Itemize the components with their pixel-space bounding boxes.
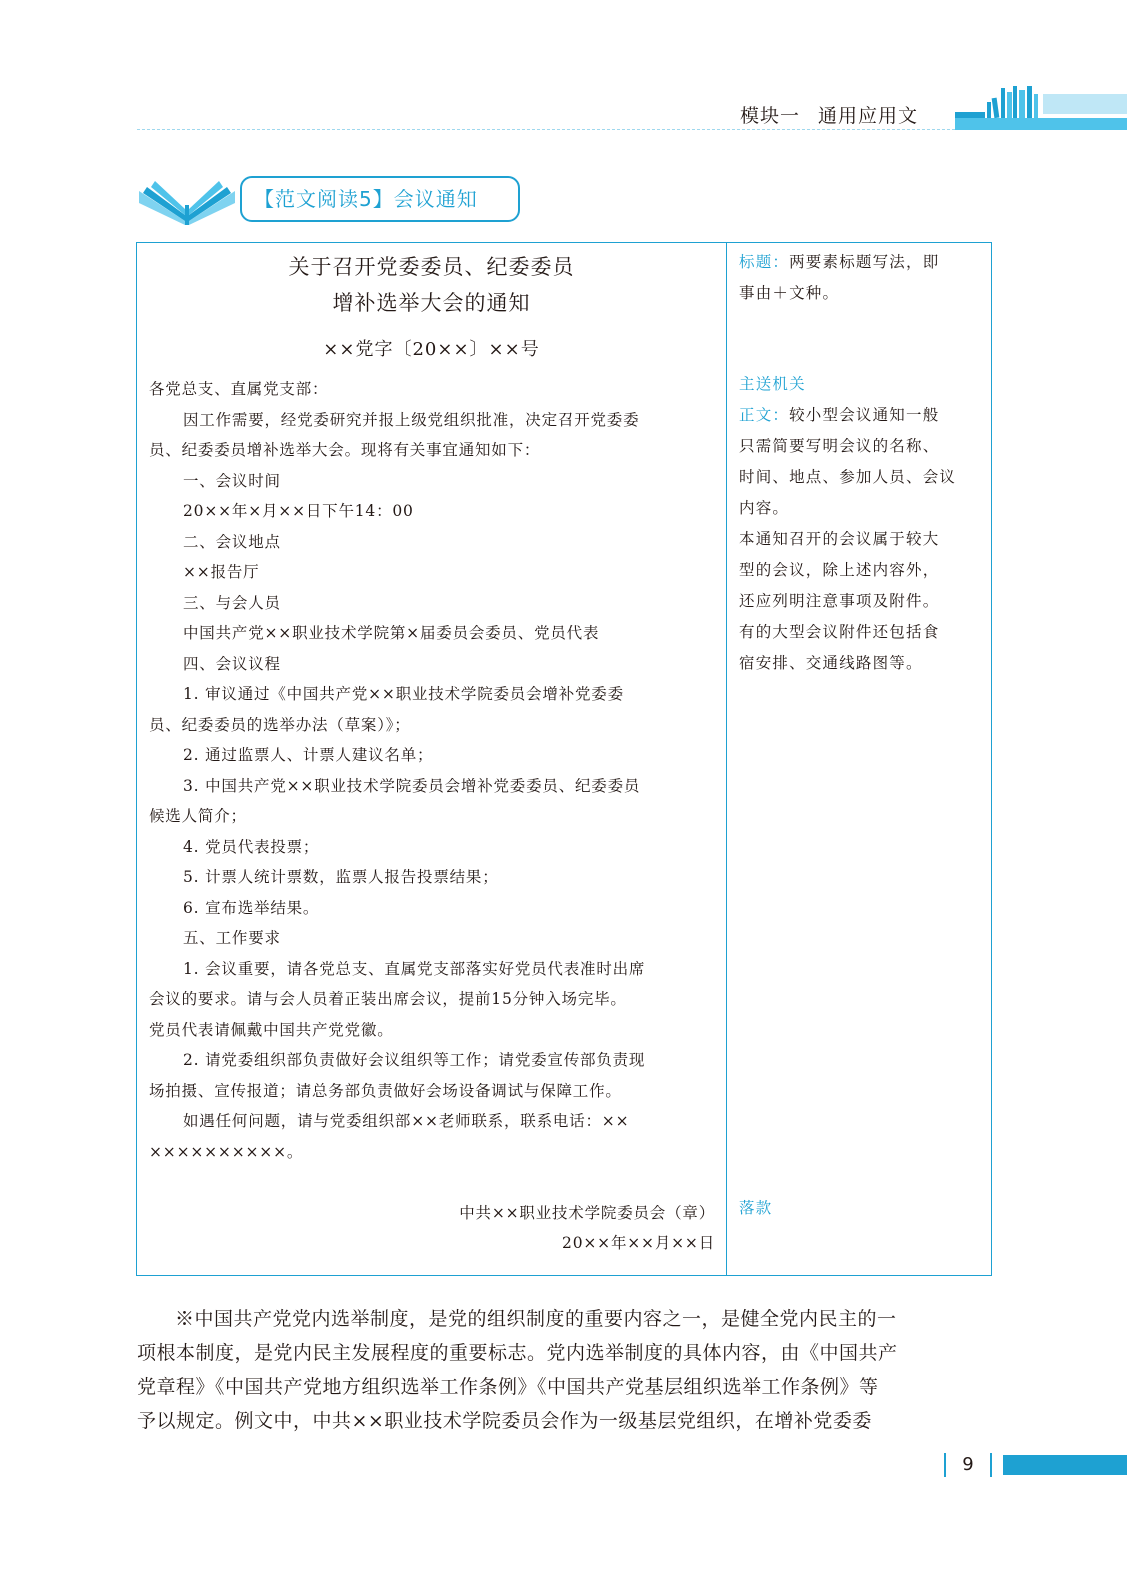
section-title: 【范文阅读5】会议通知 (240, 176, 520, 222)
page-number: 9 (962, 1454, 974, 1475)
body-line: ××××××××××。 (149, 1143, 304, 1161)
title-annotation-text: 两要素标题写法，即 (789, 253, 940, 271)
bookshelf-icon (955, 84, 1127, 130)
addressee: 各党总支、直属党支部： (149, 380, 329, 398)
body-annotation-text: 时间、地点、参加人员、会议 (739, 468, 957, 486)
body-line: 中国共产党××职业技术学院第×届委员会委员、党员代表 (183, 624, 600, 642)
body-line: 候选人简介； (149, 807, 247, 825)
footer-bar (1003, 1455, 1127, 1475)
header-module: 模块一 (740, 105, 801, 127)
body-annotation-text: 本通知召开的会议属于较大 (739, 530, 940, 548)
paragraph-line: 予以规定。例文中，中共××职业技术学院委员会作为一级基层党组织，在增补党委委 (137, 1410, 872, 1432)
body-line: 20××年×月××日下午14：00 (183, 502, 414, 520)
body-line: ××报告厅 (183, 563, 260, 581)
body-line: 2. 通过监票人、计票人建议名单； (183, 746, 434, 764)
body-line: 3. 中国共产党××职业技术学院委员会增补党委委员、纪委委员 (183, 777, 641, 795)
title-annotation-label: 标题： (739, 253, 790, 271)
notice-main-column (137, 243, 726, 1275)
body-annotation-text: 有的大型会议附件还包括食 (739, 623, 940, 641)
body-line: 员、纪委委员增补选举大会。现将有关事宜通知如下： (149, 441, 541, 459)
body-line: 场拍摄、宣传报道；请总务部负责做好会场设备调试与保障工作。 (149, 1082, 622, 1100)
body-line: 四、会议议程 (183, 655, 281, 673)
body-line: 五、工作要求 (183, 929, 281, 947)
body-line: 三、与会人员 (183, 594, 281, 612)
body-line: 员、纪委委员的选举办法（草案）》； (149, 716, 411, 734)
header-section: 通用应用文 (818, 105, 919, 127)
body-line: 6. 宣布选举结果。 (183, 899, 320, 917)
open-book-icon (137, 177, 237, 225)
body-line: 党员代表请佩戴中国共产党党徽。 (149, 1021, 394, 1039)
body-line: 5. 计票人统计票数，监票人报告投票结果； (183, 868, 499, 886)
page-number-tick-right (990, 1453, 992, 1477)
body-annotation-text: 还应列明注意事项及附件。 (739, 592, 940, 610)
example-notice-box (136, 242, 992, 1276)
paragraph-line: 项根本制度，是党内民主发展程度的重要标志。党内选举制度的具体内容，由《中国共产 (137, 1342, 898, 1364)
paragraph-line: 党章程》《中国共产党地方组织选举工作条例》《中国共产党基层组织选举工作条例》等 (137, 1376, 879, 1398)
body-annotation-text: 内容。 (739, 499, 790, 517)
body-annotation-text: 较小型会议通知一般 (789, 406, 940, 424)
body-line: 会议的要求。请与会人员着正装出席会议，提前15分钟入场完毕。 (149, 990, 627, 1008)
notice-title-line-1: 关于召开党委委员、纪委委员 (288, 255, 575, 279)
body-annotation-text: 只需简要写明会议的名称、 (739, 437, 940, 455)
body-line: 2. 请党委组织部负责做好会议组织等工作；请党委宣传部负责现 (183, 1051, 646, 1069)
body-annotation-label: 正文： (739, 406, 790, 424)
body-line: 1. 审议通过《中国共产党××职业技术学院委员会增补党委委 (183, 685, 624, 703)
running-header (740, 100, 945, 132)
signature: 中共××职业技术学院委员会（章） (459, 1204, 715, 1222)
notice-title-line-2: 增补选举大会的通知 (332, 291, 531, 315)
body-annotation-text: 宿安排、交通线路图等。 (739, 654, 923, 672)
date: 20××年××月××日 (562, 1234, 715, 1252)
body-line: 二、会议地点 (183, 533, 281, 551)
page-number-tick-left (944, 1453, 946, 1477)
title-annotation-text: 事由＋文种。 (739, 284, 840, 302)
recipient-annotation-label: 主送机关 (739, 375, 806, 393)
body-annotation-text: 型的会议，除上述内容外， (739, 561, 940, 579)
signature-annotation-label: 落款 (739, 1199, 773, 1217)
body-line: 如遇任何问题，请与党委组织部××老师联系，联系电话：×× (183, 1112, 630, 1130)
annotation-column (727, 243, 991, 1275)
document-number: ××党字〔20××〕××号 (323, 339, 540, 360)
body-line: 4. 党员代表投票； (183, 838, 320, 856)
body-line: 因工作需要，经党委研究并报上级党组织批准，决定召开党委委 (183, 411, 640, 429)
header-rule (137, 129, 955, 130)
body-line: 1. 会议重要，请各党总支、直属党支部落实好党员代表准时出席 (183, 960, 646, 978)
paragraph-line: ※中国共产党党内选举制度，是党的组织制度的重要内容之一，是健全党内民主的一 (175, 1308, 897, 1330)
body-line: 一、会议时间 (183, 472, 281, 490)
